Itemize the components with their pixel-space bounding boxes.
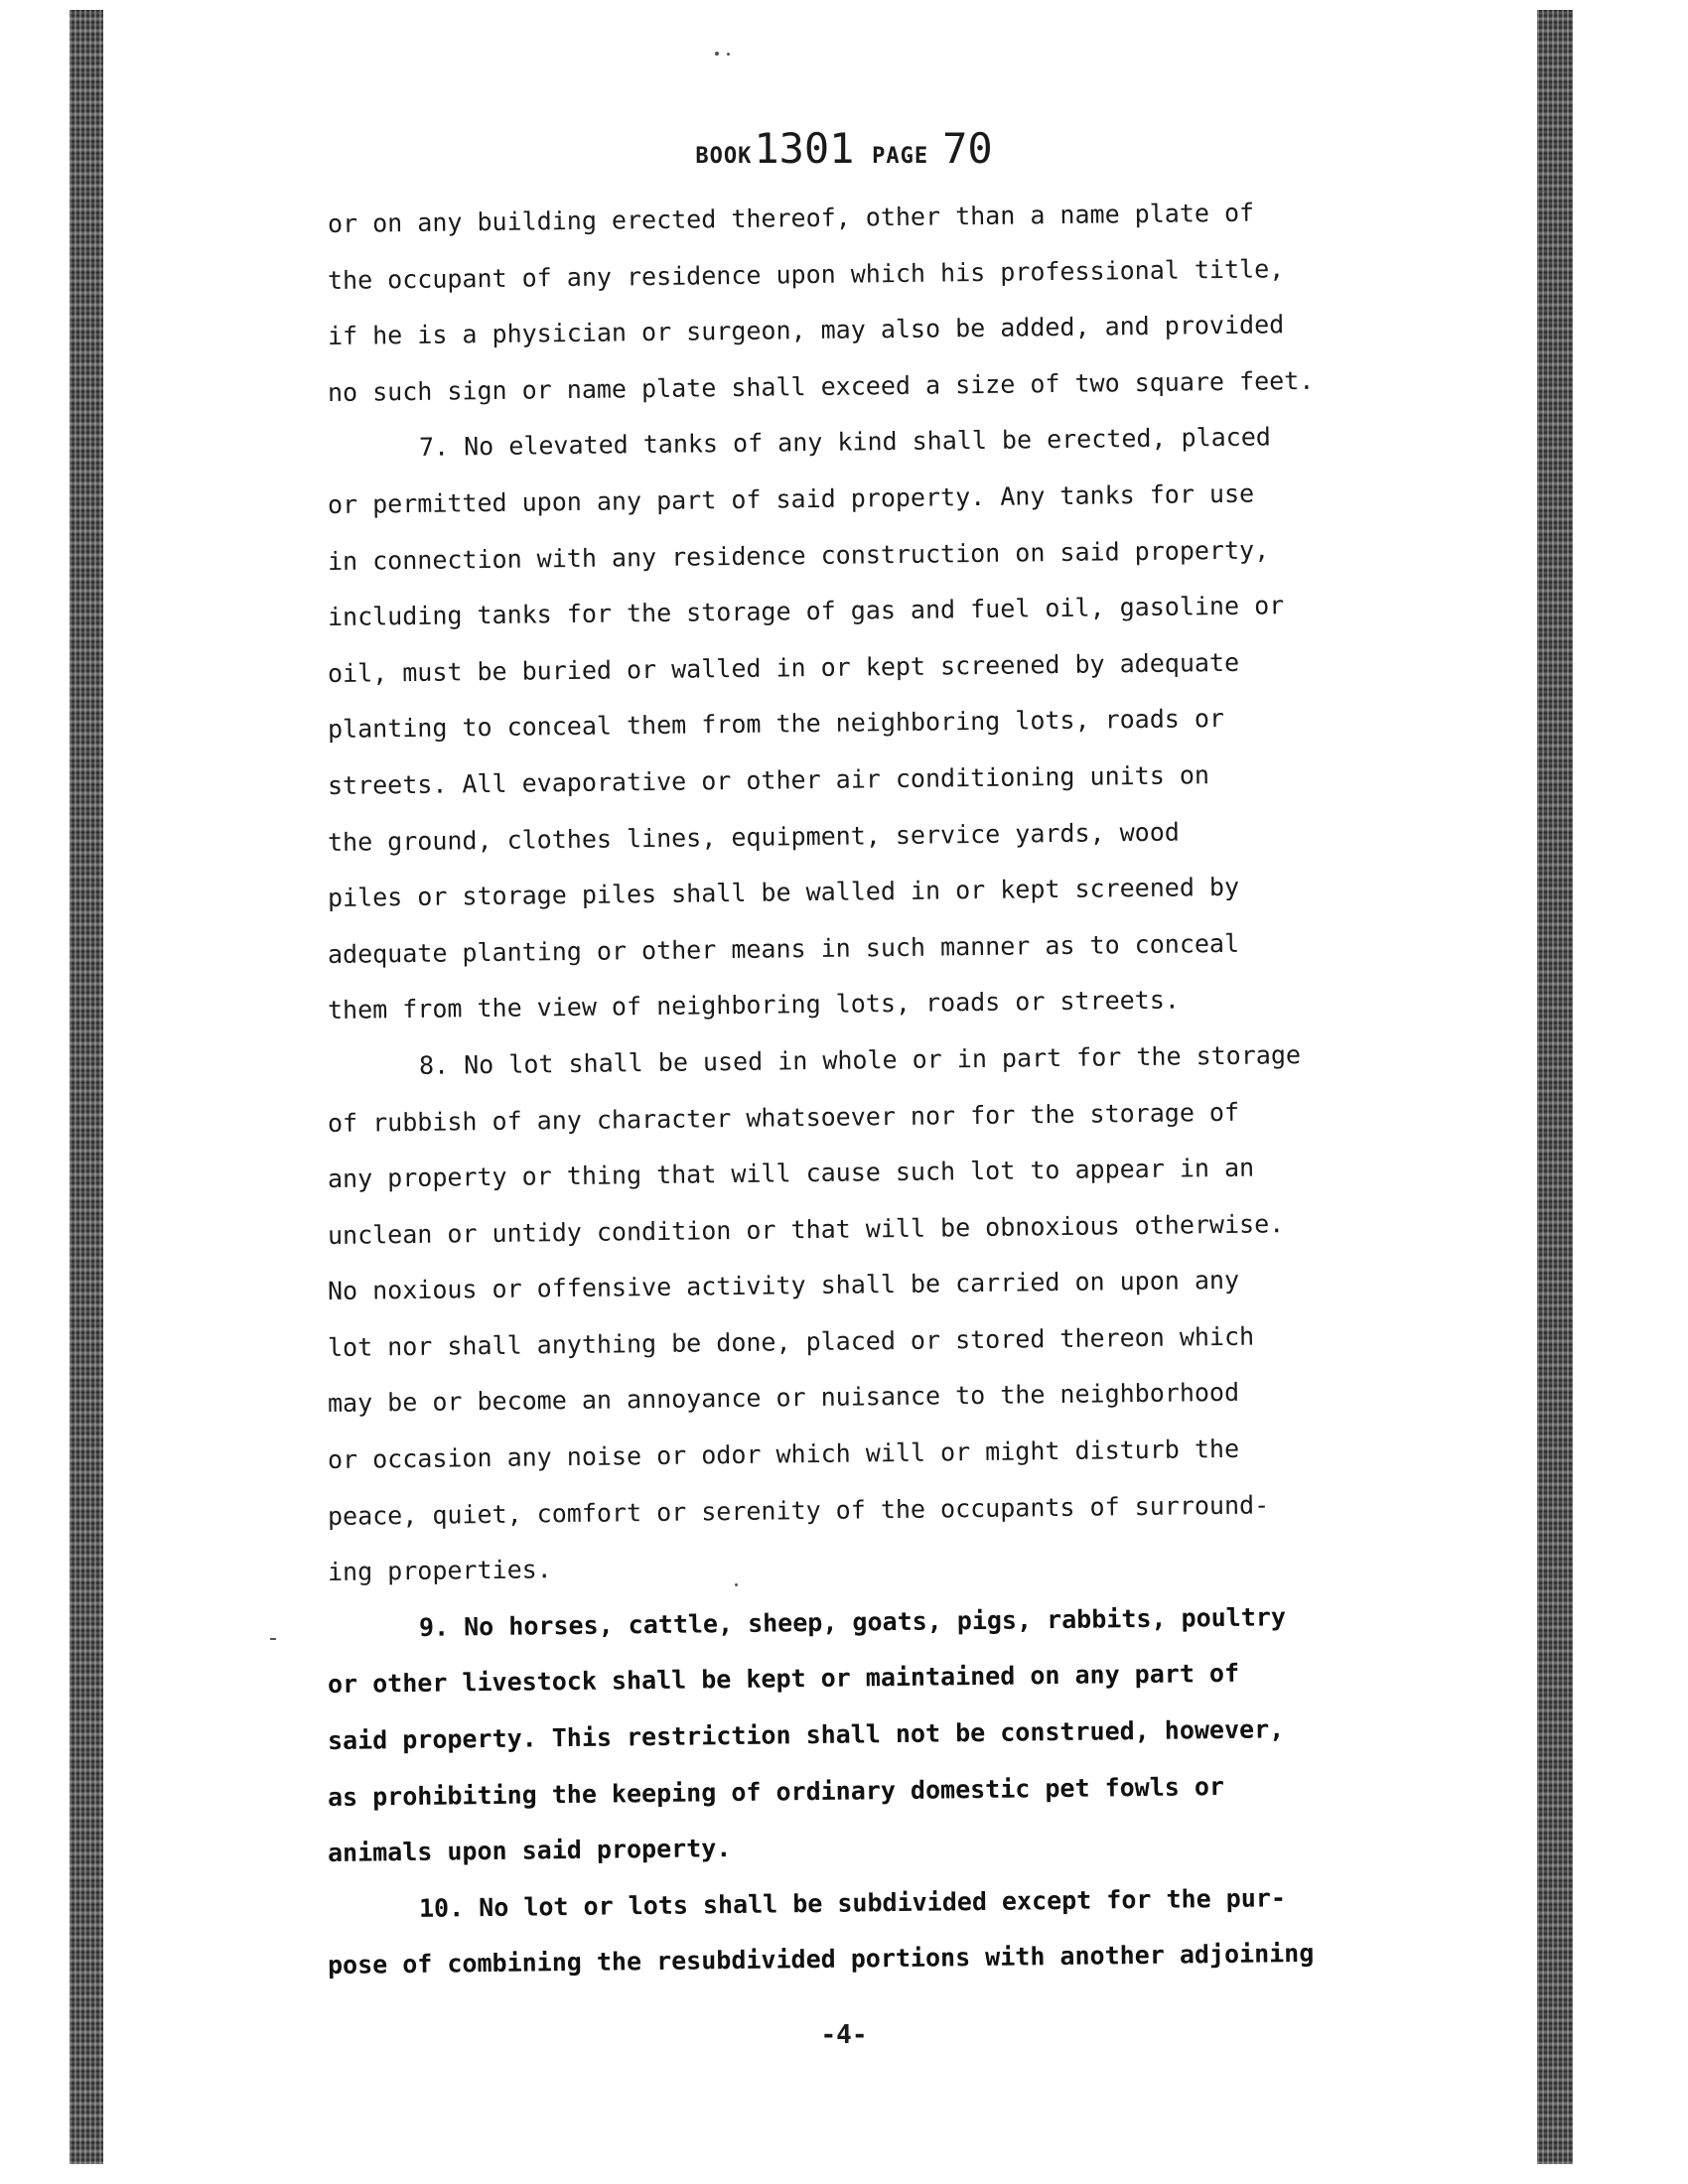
page-label: PAGE: [872, 144, 929, 169]
text-line: in connection with any residence construction on said property,: [327, 534, 1270, 576]
scan-speck: [735, 1583, 738, 1586]
text-line: them from the view of neighboring lots, roads or streets.: [327, 985, 1181, 1025]
text-line: any property or thing that will cause such lot to appear in an: [327, 1153, 1255, 1194]
text-line: oil, must be buried or walled in or kept screened by adequate: [327, 647, 1240, 688]
text-line: piles or storage piles shall be walled in or kept screened by: [327, 872, 1240, 913]
text-line: peace, quiet, comfort or serenity of the occupants of surround-: [327, 1490, 1270, 1531]
page-number: 70: [942, 124, 993, 173]
page-marker: -4-: [820, 2020, 868, 2050]
paragraph-8-start: 8. No lot shall be used in whole or in part for the storage: [418, 1039, 1302, 1080]
text-line: unclean or untidy condition or that will be obnoxious otherwise.: [327, 1208, 1285, 1250]
scan-speck: [270, 1638, 276, 1640]
text-line: including tanks for the storage of gas and fuel oil, gasoline or: [327, 591, 1285, 632]
text-line: if he is a physician or surgeon, may also be added, and provided: [327, 310, 1285, 351]
text-line: said property. This restriction shall not be construed, however,: [327, 1714, 1285, 1756]
text-line: of rubbish of any character whatsoever nor for the storage of: [327, 1097, 1240, 1138]
text-line: as prohibiting the keeping of ordinary domestic pet fowls or: [327, 1771, 1225, 1812]
paragraph-7-start: 7. No elevated tanks of any kind shall be erected, placed: [418, 422, 1272, 463]
text-line: No noxious or offensive activity shall be carried on upon any: [327, 1266, 1240, 1306]
text-line: may be or become an annoyance or nuisance to the neighborhood: [327, 1378, 1240, 1419]
document-body: [328, 197, 1489, 1994]
book-page-header: [0, 124, 1688, 173]
scan-speck: [727, 53, 730, 56]
text-line: ing properties.: [327, 1555, 552, 1587]
text-line: or permitted upon any part of said property. Any tanks for use: [327, 478, 1255, 519]
text-line: animals upon said property.: [327, 1834, 732, 1868]
paragraph-10-start: 10. No lot or lots shall be subdivided except for the pur-: [418, 1883, 1287, 1923]
book-number: 1301: [754, 124, 855, 173]
text-line: lot nor shall anything be done, placed or stored thereon which: [327, 1321, 1255, 1362]
text-line: or other livestock shall be kept or maintained on any part of: [327, 1659, 1240, 1700]
scan-speck: [715, 52, 719, 56]
text-line: planting to conceal them from the neighboring lots, roads or: [327, 704, 1225, 745]
text-line: or occasion any noise or odor which will or might disturb the: [327, 1433, 1240, 1475]
scan-border-right: [1537, 10, 1573, 2164]
text-line: the occupant of any residence upon which his professional title,: [327, 253, 1285, 295]
paragraph-9-start: 9. No horses, cattle, sheep, goats, pigs, rabbits, poultry: [418, 1602, 1287, 1642]
text-line: or on any building erected thereof, other than a name plate of: [327, 198, 1255, 238]
text-line: no such sign or name plate shall exceed a size of two square feet.: [327, 365, 1315, 407]
text-line: streets. All evaporative or other air conditioning units on: [327, 760, 1210, 800]
text-line: pose of combining the resubdivided portions with another adjoining: [327, 1939, 1315, 1980]
book-label: BOOK: [695, 144, 753, 169]
scan-border-left: [70, 10, 103, 2164]
text-line: adequate planting or other means in such manner as to conceal: [327, 928, 1240, 969]
text-line: the ground, clothes lines, equipment, service yards, wood: [327, 817, 1181, 857]
